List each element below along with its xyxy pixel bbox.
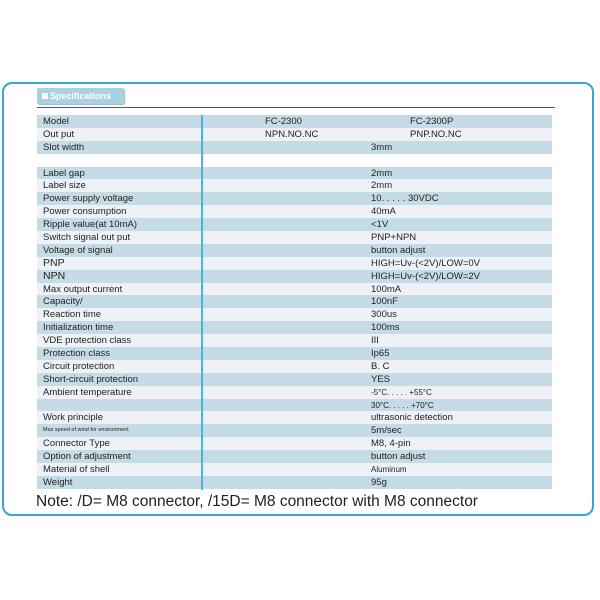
row-label: Slot width [43,141,85,153]
table-row [37,205,552,218]
row-label: Protection class [43,348,111,360]
row-value: III [371,335,379,347]
row-value: Ip65 [371,348,390,360]
row-value: 100nF [371,296,398,308]
header-rule [37,107,555,108]
row-label: Power consumption [43,206,127,218]
row-value: ultrasonic detection [371,412,453,424]
column-divider [201,115,203,490]
spec-table [37,115,552,489]
table-row [37,437,552,450]
table-row [37,347,552,360]
row-value: 30°C. . . . . +70°C [371,400,434,410]
table-row [37,192,552,205]
table-row [37,450,552,463]
table-row [37,283,552,296]
row-label: Label size [43,180,86,192]
specifications-tab [37,88,124,104]
row-value: 10. . . . . 30VDC [371,193,439,205]
row-label: Material of shell [43,464,110,476]
row-value: 3mm [371,141,393,153]
row-value: 100mA [371,283,402,295]
table-row [37,270,552,283]
table-row [37,218,552,231]
row-label: Switch signal out put [43,232,131,244]
output-col2: PNP.NO.NC [410,128,462,140]
table-row [37,360,552,373]
table-row [37,334,552,347]
section-title: Specifications [50,91,112,101]
table-row [37,295,552,308]
table-row [37,373,552,386]
row-label: Max output current [43,283,123,295]
row-label: Ripple value(at 10mA) [43,219,137,231]
row-label: Weight [43,476,73,488]
square-bullet-icon [42,93,48,99]
row-value: 2mm [371,180,393,192]
table-row-output [37,128,552,141]
table-row [37,244,552,257]
table-row [37,141,552,154]
row-label: Voltage of signal [43,244,113,256]
table-row [37,167,552,180]
row-label: Initialization time [43,322,114,334]
row-label: VDE protection class [43,335,132,347]
table-row [37,231,552,244]
row-label: Connector Type [43,438,110,450]
row-label: PNP [43,256,65,269]
row-value: 2mm [371,167,393,179]
table-row [37,476,552,489]
table-row [37,424,552,437]
table-row [37,411,552,424]
table-row-model [37,115,552,128]
footnote: Note: /D= M8 connector, /15D= M8 connector with M8 connector [36,493,478,510]
model-col2: FC-2300P [410,116,454,127]
row-label: Power supply voltage [43,193,134,205]
row-label: Label gap [43,167,85,179]
row-label: Ambient temperature [43,386,132,398]
table-row [37,399,552,412]
row-label: Max speed of wind for environment [43,427,129,434]
row-value: 5m/sec [371,425,402,437]
row-value: button adjust [371,244,426,256]
row-value: YES [371,373,391,385]
table-row [37,257,552,270]
row-value: Aluminum [371,465,407,475]
row-label: NPN [43,269,66,282]
row-value: 40mA [371,206,396,218]
table-row-spacer [37,154,552,167]
row-value: 300us [371,309,397,321]
table-row [37,308,552,321]
row-label: Out put [43,128,75,140]
row-label: Work principle [43,412,104,424]
row-value: B. C [371,360,390,372]
row-label: Model [43,116,69,127]
table-row [37,179,552,192]
row-value: 95g [371,476,387,488]
output-col1: NPN.NO.NC [265,128,319,140]
row-value: 100ms [371,322,400,334]
row-value: <1V [371,219,389,231]
row-label: Circuit protection [43,360,115,372]
row-value: HIGH=Uv-(<2V)/LOW=2V [371,270,481,282]
model-col1: FC-2300 [265,116,302,127]
table-row [37,321,552,334]
row-value: PNP+NPN [371,232,417,244]
row-value: -5°C. . . . . +55°C [371,387,432,397]
table-row [37,463,552,476]
row-value: M8, 4-pin [371,438,411,450]
row-label: Capacity/ [43,296,83,308]
row-label: Option of adjustment [43,451,131,463]
table-row [37,386,552,399]
row-label: Short-circuit protection [43,373,139,385]
row-value: HIGH=Uv-(<2V)/LOW=0V [371,257,481,269]
row-value: button adjust [371,451,426,463]
row-label: Reaction time [43,309,102,321]
